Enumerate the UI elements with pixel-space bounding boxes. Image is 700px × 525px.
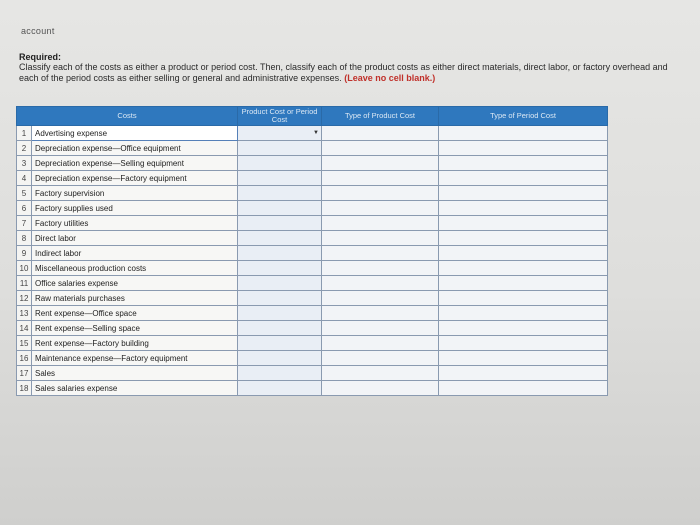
type-of-period-cost-select[interactable] (439, 171, 608, 186)
cost-item-label: Factory supplies used (32, 201, 238, 216)
type-of-product-cost-select[interactable] (322, 216, 439, 231)
column-header-costs: Costs (17, 107, 238, 126)
cost-item-label: Maintenance expense—Factory equipment (32, 351, 238, 366)
row-number: 3 (17, 156, 32, 171)
row-number: 16 (17, 351, 32, 366)
product-or-period-select[interactable] (238, 231, 322, 246)
type-of-period-cost-select[interactable] (439, 231, 608, 246)
column-header-type-of-product-cost: Type of Product Cost (322, 107, 439, 126)
cost-item-label: Factory utilities (32, 216, 238, 231)
required-label: Required: (19, 52, 62, 62)
table-row (17, 201, 608, 216)
row-number: 10 (17, 261, 32, 276)
type-of-period-cost-select[interactable] (439, 381, 608, 396)
type-of-period-cost-select[interactable] (439, 366, 608, 381)
cost-item-label: Miscellaneous production costs (32, 261, 238, 276)
type-of-product-cost-select[interactable] (322, 201, 439, 216)
product-or-period-select[interactable] (238, 156, 322, 171)
row-number: 1 (17, 126, 32, 141)
cost-item-label: Rent expense—Selling space (32, 321, 238, 336)
cost-item-label: Rent expense—Factory building (32, 336, 238, 351)
table-row (17, 231, 608, 246)
type-of-product-cost-select[interactable] (322, 186, 439, 201)
cost-item-label: Direct labor (32, 231, 238, 246)
type-of-period-cost-select[interactable] (439, 246, 608, 261)
row-number: 2 (17, 141, 32, 156)
product-or-period-select[interactable] (238, 381, 322, 396)
row-number: 14 (17, 321, 32, 336)
type-of-product-cost-select[interactable] (322, 366, 439, 381)
product-or-period-select[interactable] (238, 291, 322, 306)
table-row (17, 216, 608, 231)
row-number: 5 (17, 186, 32, 201)
type-of-product-cost-select[interactable] (322, 126, 439, 141)
product-or-period-select[interactable] (238, 201, 322, 216)
table-row (17, 276, 608, 291)
type-of-period-cost-select[interactable] (439, 351, 608, 366)
table-row (17, 186, 608, 201)
table-row (17, 261, 608, 276)
row-number: 13 (17, 306, 32, 321)
table-row (17, 366, 608, 381)
row-number: 11 (17, 276, 32, 291)
column-header-product-or-period: Product Cost or Period Cost (238, 107, 322, 126)
type-of-period-cost-select[interactable] (439, 261, 608, 276)
table-row (17, 336, 608, 351)
product-or-period-select[interactable] (238, 351, 322, 366)
leave-no-cell-blank-note: (Leave no cell blank.) (344, 73, 436, 83)
cost-item-label: Raw materials purchases (32, 291, 238, 306)
cost-item-label: Office salaries expense (32, 276, 238, 291)
type-of-period-cost-select[interactable] (439, 306, 608, 321)
table-row (17, 351, 608, 366)
type-of-product-cost-select[interactable] (322, 141, 439, 156)
row-number: 9 (17, 246, 32, 261)
table-row (17, 321, 608, 336)
product-or-period-select[interactable] (238, 321, 322, 336)
cost-item-label: Depreciation expense—Office equipment (32, 141, 238, 156)
product-or-period-select[interactable] (238, 306, 322, 321)
type-of-product-cost-select[interactable] (322, 336, 439, 351)
product-or-period-select[interactable] (238, 336, 322, 351)
type-of-period-cost-select[interactable] (439, 156, 608, 171)
type-of-product-cost-select[interactable] (322, 156, 439, 171)
type-of-period-cost-select[interactable] (439, 336, 608, 351)
type-of-period-cost-select[interactable] (439, 201, 608, 216)
type-of-period-cost-select[interactable] (439, 321, 608, 336)
type-of-product-cost-select[interactable] (322, 381, 439, 396)
table-row (17, 291, 608, 306)
cost-item-label: Rent expense—Office space (32, 306, 238, 321)
table-row (17, 306, 608, 321)
row-number: 15 (17, 336, 32, 351)
instructions-body: Classify each of the costs as either a product or period cost. Then, classify each of the product costs as either direct materials, direct labor, or factory overhead and each of the period costs as either selling or general and administrative expenses. (19, 62, 668, 83)
table-row (17, 381, 608, 396)
row-number: 6 (17, 201, 32, 216)
cost-item-label: Sales salaries expense (32, 381, 238, 396)
table-row (17, 246, 608, 261)
type-of-product-cost-select[interactable] (322, 291, 439, 306)
table-body (17, 126, 608, 396)
product-or-period-select[interactable] (238, 216, 322, 231)
row-number: 12 (17, 291, 32, 306)
cost-item-label: Indirect labor (32, 246, 238, 261)
type-of-product-cost-select[interactable] (322, 321, 439, 336)
product-or-period-select[interactable] (238, 186, 322, 201)
product-or-period-select[interactable] (238, 171, 322, 186)
table-row (17, 141, 608, 156)
type-of-period-cost-select[interactable] (439, 216, 608, 231)
table-row (17, 171, 608, 186)
product-or-period-select[interactable] (238, 141, 322, 156)
type-of-period-cost-select[interactable] (439, 141, 608, 156)
row-number: 7 (17, 216, 32, 231)
cost-item-label: Depreciation expense—Factory equipment (32, 171, 238, 186)
type-of-product-cost-select[interactable] (322, 171, 439, 186)
row-number: 4 (17, 171, 32, 186)
instructions-text (19, 62, 689, 84)
type-of-period-cost-select[interactable] (439, 186, 608, 201)
type-of-product-cost-select[interactable] (322, 351, 439, 366)
product-or-period-select[interactable] (238, 261, 322, 276)
type-of-product-cost-select[interactable] (322, 306, 439, 321)
cost-item-label: Depreciation expense—Selling equipment (32, 156, 238, 171)
type-of-product-cost-select[interactable] (322, 261, 439, 276)
table-row (17, 156, 608, 171)
type-of-product-cost-select[interactable] (322, 231, 439, 246)
product-or-period-select[interactable] (238, 126, 322, 141)
product-or-period-select[interactable] (238, 246, 322, 261)
cost-item-label: Advertising expense (32, 126, 238, 141)
type-of-period-cost-select[interactable] (439, 291, 608, 306)
column-header-type-of-period-cost: Type of Period Cost (439, 107, 608, 126)
row-number: 18 (17, 381, 32, 396)
cost-item-label: Sales (32, 366, 238, 381)
product-or-period-select[interactable] (238, 276, 322, 291)
type-of-period-cost-select[interactable] (439, 276, 608, 291)
row-number: 17 (17, 366, 32, 381)
type-of-product-cost-select[interactable] (322, 276, 439, 291)
cost-item-label: Factory supervision (32, 186, 238, 201)
product-or-period-select[interactable] (238, 366, 322, 381)
row-number: 8 (17, 231, 32, 246)
table-header-row (17, 107, 608, 126)
type-of-period-cost-select[interactable] (439, 126, 608, 141)
type-of-product-cost-select[interactable] (322, 246, 439, 261)
account-heading: account (21, 26, 55, 36)
table-row (17, 126, 608, 141)
dropdown-arrow-icon[interactable]: ▼ (313, 130, 319, 136)
classification-table (16, 106, 608, 396)
